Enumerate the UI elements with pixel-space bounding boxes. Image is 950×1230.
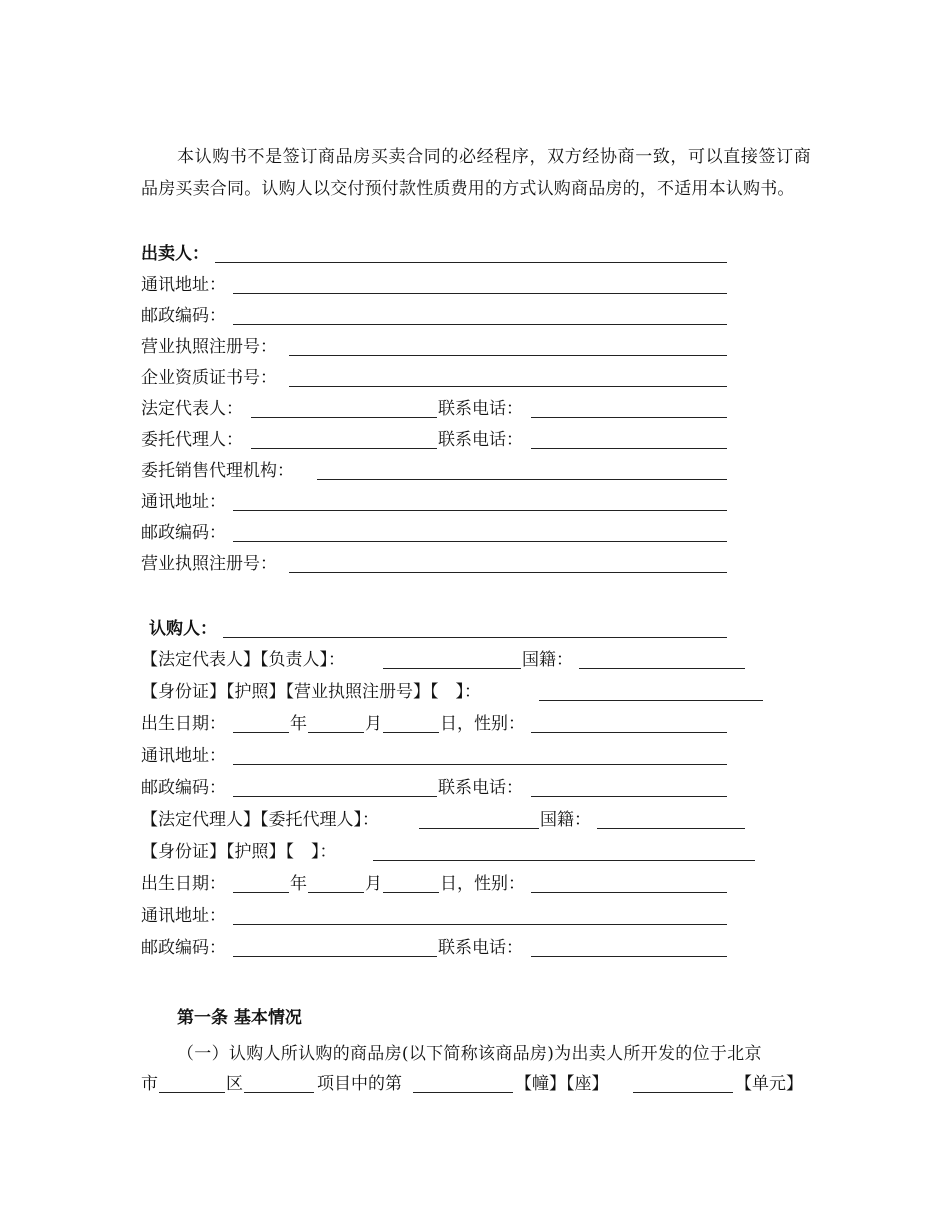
buyer-rep-field[interactable]	[383, 668, 521, 669]
buyer-rep-label: 【法定代表人】【负责人】：	[141, 650, 345, 670]
intro-paragraph: 本认购书不是签订商品房买卖合同的必经程序，双方经协商一致，可以直接签订商品房买卖合同。认购人以交付预付款性质费用的方式认购商品房的，不适用本认购书。	[141, 147, 811, 199]
city-label: 市	[141, 1074, 158, 1094]
buyer-nationality-label: 国籍：	[522, 650, 573, 670]
seller-address-field[interactable]	[233, 293, 727, 294]
seller-legal-rep-phone-label: 联系电话：	[438, 399, 523, 419]
agency-postcode-field[interactable]	[233, 541, 727, 542]
buyer-address-label: 通讯地址：	[141, 746, 226, 766]
buyer-phone-label: 联系电话：	[438, 778, 523, 798]
buyer-gender-field[interactable]	[531, 732, 727, 733]
buyer-address-field[interactable]	[233, 764, 727, 765]
article-1-heading: 第一条 基本情况	[177, 1008, 302, 1028]
buyer-agent-nationality-field[interactable]	[597, 828, 745, 829]
district-field[interactable]	[159, 1092, 225, 1093]
seller-sales-agency-label: 委托销售代理机构：	[141, 461, 294, 481]
buyer-agent-postcode-label: 邮政编码：	[141, 938, 226, 958]
seller-legal-rep-field[interactable]	[251, 417, 437, 418]
seller-agent-phone-label: 联系电话：	[438, 430, 523, 450]
buyer-agent-birth-year-label: 年	[290, 874, 307, 894]
buyer-agent-id-field[interactable]	[373, 860, 755, 861]
building-label: 【幢】【座】	[515, 1074, 609, 1094]
buyer-birth-year-label: 年	[290, 714, 307, 734]
buyer-agent-birth-month-label: 月	[365, 874, 382, 894]
seller-qualification-field[interactable]	[289, 386, 727, 387]
buyer-agent-birth-label: 出生日期：	[141, 874, 226, 894]
seller-agent-label: 委托代理人：	[141, 430, 243, 450]
seller-agent-phone-field[interactable]	[531, 448, 727, 449]
buyer-postcode-label: 邮政编码：	[141, 778, 226, 798]
seller-address-label: 通讯地址：	[141, 275, 226, 295]
buyer-agent-birth-day-field[interactable]	[383, 892, 439, 893]
buyer-id-field[interactable]	[539, 700, 763, 701]
buyer-birth-day-field[interactable]	[383, 732, 439, 733]
district-label: 区	[226, 1074, 243, 1094]
buyer-agent-address-field[interactable]	[233, 924, 727, 925]
building-field[interactable]	[413, 1092, 513, 1093]
seller-qualification-label: 企业资质证书号：	[141, 368, 277, 388]
project-field[interactable]	[244, 1092, 314, 1093]
buyer-agent-label: 【法定代理人】【委托代理人】：	[141, 810, 379, 830]
project-label: 项目中的第	[317, 1074, 402, 1094]
buyer-nationality-field[interactable]	[579, 668, 745, 669]
agency-license-label: 营业执照注册号：	[141, 554, 277, 574]
buyer-agent-nationality-label: 国籍：	[540, 810, 591, 830]
buyer-phone-field[interactable]	[531, 796, 727, 797]
seller-name-label: 出卖人：	[141, 244, 209, 264]
buyer-agent-field[interactable]	[419, 828, 539, 829]
seller-legal-rep-label: 法定代表人：	[141, 399, 243, 419]
buyer-birth-month-label: 月	[365, 714, 382, 734]
buyer-birth-year-field[interactable]	[233, 732, 289, 733]
buyer-gender-label: 日，性别：	[440, 714, 525, 734]
seller-agent-field[interactable]	[251, 448, 437, 449]
seller-postcode-label: 邮政编码：	[141, 306, 226, 326]
seller-legal-rep-phone-field[interactable]	[531, 417, 727, 418]
agency-address-field[interactable]	[233, 510, 727, 511]
buyer-birth-label: 出生日期：	[141, 714, 226, 734]
buyer-agent-birth-month-field[interactable]	[308, 892, 364, 893]
article-1-paragraph: （一）认购人所认购的商品房(以下简称该商品房)为出卖人所开发的位于北京	[177, 1044, 762, 1064]
agency-postcode-label: 邮政编码：	[141, 523, 226, 543]
buyer-agent-gender-label: 日，性别：	[440, 874, 525, 894]
buyer-postcode-field[interactable]	[233, 796, 437, 797]
buyer-agent-phone-label: 联系电话：	[438, 938, 523, 958]
buyer-agent-phone-field[interactable]	[531, 956, 727, 957]
buyer-id-label: 【身份证】【护照】【营业执照注册号】【 】：	[141, 682, 481, 702]
seller-license-field[interactable]	[289, 355, 727, 356]
buyer-name-label: 认购人：	[149, 619, 217, 639]
buyer-birth-month-field[interactable]	[308, 732, 364, 733]
agency-address-label: 通讯地址：	[141, 492, 226, 512]
seller-license-label: 营业执照注册号：	[141, 337, 277, 357]
seller-postcode-field[interactable]	[233, 324, 727, 325]
buyer-agent-address-label: 通讯地址：	[141, 906, 226, 926]
seller-sales-agency-field[interactable]	[317, 479, 727, 480]
seller-name-field[interactable]	[215, 262, 727, 263]
buyer-agent-gender-field[interactable]	[531, 892, 727, 893]
unit-field[interactable]	[633, 1092, 733, 1093]
agency-license-field[interactable]	[289, 572, 727, 573]
buyer-agent-postcode-field[interactable]	[233, 956, 437, 957]
unit-label: 【单元】	[735, 1074, 803, 1094]
buyer-name-field[interactable]	[223, 637, 727, 638]
buyer-agent-birth-year-field[interactable]	[233, 892, 289, 893]
buyer-agent-id-label: 【身份证】【护照】【 】：	[141, 842, 337, 862]
